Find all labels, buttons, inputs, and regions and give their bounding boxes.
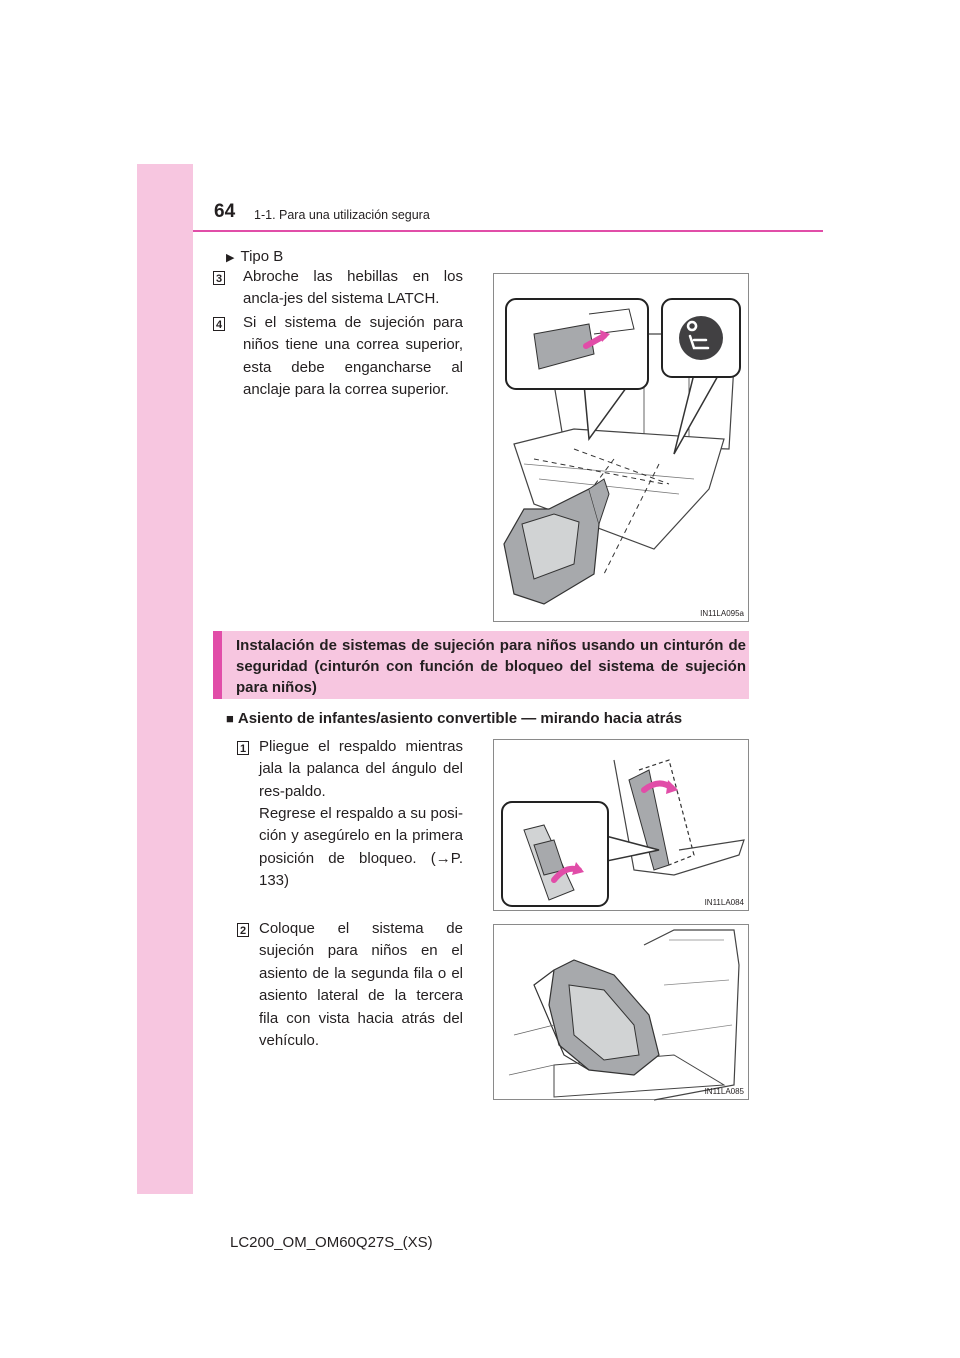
- page-number: 64: [214, 201, 236, 222]
- section-heading: Instalación de sistemas de sujeción para niños usando un cinturón de seguridad (cinturón con función de bloqueo del sistema de sujeción para niños): [236, 637, 746, 696]
- section-title: 1-1. Para una utilización segura: [254, 208, 430, 222]
- type-b-label: Tipo B: [240, 248, 284, 265]
- section-heading-bar: [213, 631, 749, 699]
- header-divider: [193, 230, 823, 232]
- step-1-marker: 1: [237, 741, 249, 755]
- rear-facing-heading: [226, 710, 682, 727]
- side-tab-strip: [137, 164, 193, 1194]
- fold-backrest-figure: [493, 739, 749, 911]
- step-2-text: Coloque el sistema de sujeción para niños en el asiento de la segunda fila o el asiento lateral de la tercera fila con vista hacia atrás del vehículo.: [259, 920, 463, 1050]
- type-b-bullet: [226, 248, 283, 265]
- triangle-bullet-icon: ▶: [226, 252, 235, 264]
- figure-code: IN11LA095a: [700, 609, 744, 618]
- step-4-text: Si el sistema de sujeción para niños tiene una correa superior, esta debe engancharse al anclaje para la correa superior.: [243, 314, 463, 399]
- step-2-marker: 2: [237, 923, 249, 937]
- step-3-text: Abroche las hebillas en los ancla-jes del sistema LATCH.: [243, 268, 463, 308]
- latch-installation-illustration: [494, 274, 750, 623]
- step-1-text-b: Regrese el respaldo a su posi-ción y asegúrelo en la primera posición de bloqueo. (→P. 133): [259, 805, 463, 890]
- document-code: LC200_OM_OM60Q27S_(XS): [230, 1234, 433, 1251]
- rear-facing-seat-illustration: [494, 925, 750, 1101]
- figure-code: IN11LA085: [704, 1087, 744, 1096]
- step-4-marker: 4: [213, 317, 225, 331]
- figure-code: IN11LA084: [704, 898, 744, 907]
- step-3-marker: 3: [213, 271, 225, 285]
- square-bullet-icon: ■: [226, 711, 234, 726]
- rear-facing-seat-figure: [493, 924, 749, 1100]
- latch-installation-figure: [493, 273, 749, 622]
- rear-facing-heading-text: Asiento de infantes/asiento convertible — mirando hacia atrás: [237, 710, 683, 727]
- fold-backrest-illustration: [494, 740, 750, 912]
- step-1-text-a: Pliegue el respaldo mientras jala la palanca del ángulo del res-paldo.: [259, 738, 463, 800]
